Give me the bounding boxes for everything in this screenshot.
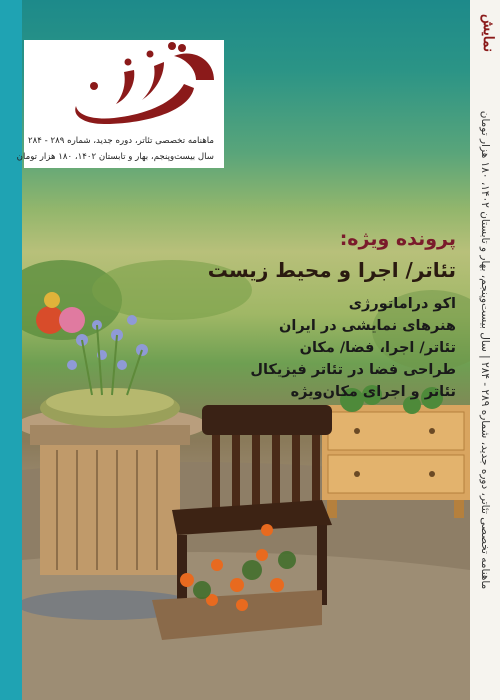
issue-info: سال بیست‌وپنجم، بهار و تابستان ۱۴۰۲، ۱۸۰ هزار تومان	[16, 152, 214, 162]
masthead-subtitle: ماهنامه تخصصی تئاتر، دوره جدید، شماره ۲۸۹ - ۲۸۴	[28, 136, 214, 146]
masthead	[16, 40, 224, 168]
topic-item: هنرهای نمایشی در ایران	[279, 318, 456, 334]
topic-item: اکو دراماتورژی	[348, 296, 456, 312]
left-color-bar	[0, 0, 22, 700]
feature-headline: تئاتر/ اجرا و محیط زیست	[207, 258, 456, 282]
spine-logo: نمایش	[480, 14, 496, 53]
topic-item: تئاتر و اجرای مکان‌ویژه	[290, 384, 456, 400]
feature-topic-list	[250, 293, 456, 403]
spine-text: ماهنامه تخصصی تئاتر، دوره جدید، شماره ۲۸۹ - ۲۸۴ | سال بیست‌وپنجم، بهار و تابستان ۱۴۰۲، ۱۸۰ هزار تومان	[479, 110, 491, 590]
feature-kicker: پرونده ویژه:	[339, 228, 456, 250]
topic-item: تئاتر/ اجرا، فضا/ مکان	[299, 340, 456, 356]
topic-item: طراحی فضا در تئاتر فیزیکال	[250, 362, 456, 378]
magazine-logo	[24, 40, 224, 132]
